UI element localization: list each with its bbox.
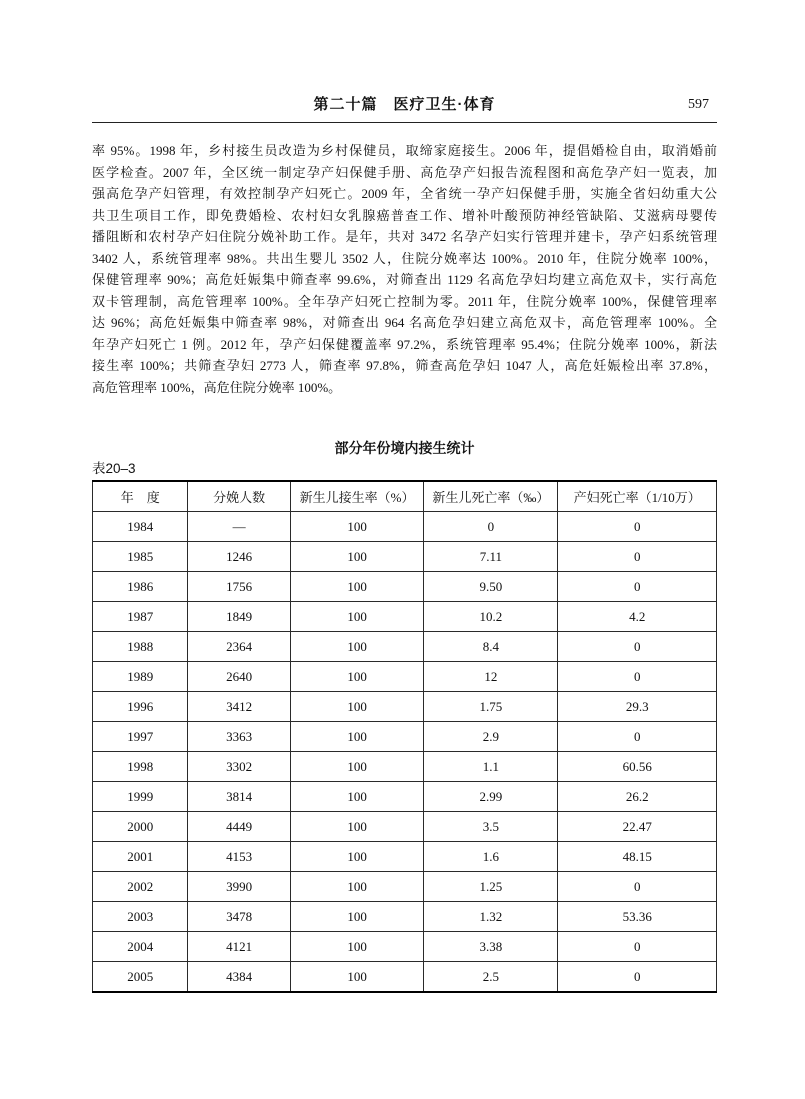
paragraph-line: 共卫生项目工作，即免费婚检、农村妇女乳腺癌普查工作、增补叶酸预防神经管缺陷、艾滋病母婴传 <box>92 207 717 223</box>
table-cell: 1.75 <box>424 692 558 722</box>
table-cell: 1986 <box>93 572 188 602</box>
table-cell: 0 <box>558 722 717 752</box>
table-cell: 100 <box>290 662 424 692</box>
table-cell: 0 <box>558 932 717 962</box>
table-row <box>93 572 717 602</box>
table-row <box>93 782 717 812</box>
table-row <box>93 812 717 842</box>
table-cell: 9.50 <box>424 572 558 602</box>
table-cell: 1985 <box>93 542 188 572</box>
table-cell: 100 <box>290 512 424 542</box>
column-header: 产妇死亡率（1/10万） <box>558 481 717 512</box>
table-cell: 1984 <box>93 512 188 542</box>
table-cell: 3412 <box>188 692 290 722</box>
table-row <box>93 632 717 662</box>
table-cell: 1.1 <box>424 752 558 782</box>
table-row <box>93 662 717 692</box>
table-cell: 1849 <box>188 602 290 632</box>
table-cell: 0 <box>424 512 558 542</box>
table-cell: 0 <box>558 962 717 993</box>
table-cell: 48.15 <box>558 842 717 872</box>
table-cell: 0 <box>558 542 717 572</box>
table-cell: 2.9 <box>424 722 558 752</box>
table-cell: 53.36 <box>558 902 717 932</box>
table-cell: 60.56 <box>558 752 717 782</box>
table-row <box>93 752 717 782</box>
table-cell: 100 <box>290 902 424 932</box>
table-row <box>93 542 717 572</box>
table-body <box>93 512 717 993</box>
table-cell: 1997 <box>93 722 188 752</box>
column-header: 新生儿接生率（%） <box>290 481 424 512</box>
page-number: 597 <box>688 97 709 112</box>
body-paragraph <box>92 140 717 398</box>
paragraph-line: 强高危孕产妇管理，有效控制孕产妇死亡。2009 年，全省统一孕产妇保健手册，实施全省妇幼重大公 <box>92 186 717 201</box>
table-cell: 100 <box>290 842 424 872</box>
table-cell: 1.6 <box>424 842 558 872</box>
table-cell: 100 <box>290 632 424 662</box>
table-cell: 2.5 <box>424 962 558 993</box>
paragraph-line: 接生率 100%；共筛查孕妇 2773 人，筛查率 97.8%，筛查高危孕妇 1047 人，高危妊娠检出率 37.8%， <box>92 358 717 373</box>
table-row <box>93 842 717 872</box>
table-cell: 7.11 <box>424 542 558 572</box>
paragraph-line: 播阻断和农村孕产妇住院分娩补助工作。是年，共对 3472 名孕产妇实行管理并建卡，孕产妇系统管理 <box>92 229 717 244</box>
table-row <box>93 692 717 722</box>
table-row <box>93 602 717 632</box>
table-cell: 100 <box>290 602 424 632</box>
table-cell: 2005 <box>93 962 188 993</box>
table-cell: 3478 <box>188 902 290 932</box>
table-cell: — <box>188 512 290 542</box>
table-cell: 1989 <box>93 662 188 692</box>
column-header: 新生儿死亡率（‰） <box>424 481 558 512</box>
table-cell: 0 <box>558 572 717 602</box>
paragraph-line: 双卡管理制，高危管理率 100%。全年孕产妇死亡控制为零。2011 年，住院分娩率 100%，保健管理率 <box>92 293 717 309</box>
column-header: 年 度 <box>93 481 188 512</box>
table-row <box>93 932 717 962</box>
table-cell: 2364 <box>188 632 290 662</box>
table-cell: 1756 <box>188 572 290 602</box>
table-cell: 0 <box>558 512 717 542</box>
table-cell: 22.47 <box>558 812 717 842</box>
table-cell: 1996 <box>93 692 188 722</box>
table-cell: 100 <box>290 812 424 842</box>
table-cell: 10.2 <box>424 602 558 632</box>
table-title: 部分年份境内接生统计 <box>334 440 475 456</box>
table-row <box>93 722 717 752</box>
table-cell: 4384 <box>188 962 290 993</box>
paragraph-line: 年孕产妇死亡 1 例。2012 年，孕产妇保健覆盖率 97.2%，系统管理率 95.4%；住院分娩率 100%，新法 <box>92 336 717 352</box>
table-cell: 1998 <box>93 752 188 782</box>
table-cell: 1.25 <box>424 872 558 902</box>
table-cell: 0 <box>558 872 717 902</box>
table-cell: 2640 <box>188 662 290 692</box>
table-cell: 2.99 <box>424 782 558 812</box>
birth-statistics-table <box>92 480 717 993</box>
table-cell: 4449 <box>188 812 290 842</box>
column-header: 分娩人数 <box>188 481 290 512</box>
paragraph-line: 率 95%。1998 年，乡村接生员改造为乡村保健员，取缔家庭接生。2006 年，提倡婚检自由，取消婚前 <box>92 143 717 158</box>
table-cell: 4121 <box>188 932 290 962</box>
table-cell: 12 <box>424 662 558 692</box>
table-row <box>93 481 717 512</box>
table-cell: 8.4 <box>424 632 558 662</box>
table-row <box>93 872 717 902</box>
table-cell: 3814 <box>188 782 290 812</box>
table-cell: 100 <box>290 932 424 962</box>
paragraph-line: 达 96%；高危妊娠集中筛查率 98%，对筛查出 964 名高危孕妇建立高危双卡，高危管理率 100%。全 <box>92 315 717 330</box>
header-rule <box>92 122 717 123</box>
table-cell: 2000 <box>93 812 188 842</box>
table-cell: 1.32 <box>424 902 558 932</box>
table-cell: 1999 <box>93 782 188 812</box>
paragraph-line: 高危管理率 100%，高危住院分娩率 100%。 <box>92 379 342 395</box>
table-cell: 2001 <box>93 842 188 872</box>
table-cell: 1987 <box>93 602 188 632</box>
paragraph-line: 保健管理率 90%；高危妊娠集中筛查率 99.6%，对筛查出 1129 名高危孕妇均建立高危双卡，实行高危 <box>92 272 717 287</box>
table-cell: 3.38 <box>424 932 558 962</box>
paragraph-line: 3402 人，系统管理率 98%。共出生婴儿 3502 人，住院分娩率达 100%。2010 年，住院分娩率 100%， <box>92 250 717 266</box>
table-cell: 100 <box>290 872 424 902</box>
chapter-title: 第二十篇 医疗卫生·体育 <box>313 96 496 113</box>
table-row <box>93 902 717 932</box>
table-cell: 29.3 <box>558 692 717 722</box>
table-cell: 100 <box>290 542 424 572</box>
table-row <box>93 512 717 542</box>
table-cell: 100 <box>290 572 424 602</box>
table-cell: 1988 <box>93 632 188 662</box>
table-cell: 3990 <box>188 872 290 902</box>
table-cell: 100 <box>290 692 424 722</box>
table-header-row <box>93 481 717 512</box>
table-cell: 0 <box>558 662 717 692</box>
table-cell: 100 <box>290 722 424 752</box>
table-cell: 100 <box>290 962 424 993</box>
table-row <box>93 962 717 993</box>
table-cell: 100 <box>290 752 424 782</box>
page-header <box>92 97 717 113</box>
table-cell: 2003 <box>93 902 188 932</box>
table-cell: 3302 <box>188 752 290 782</box>
table-cell: 4153 <box>188 842 290 872</box>
table-cell: 100 <box>290 782 424 812</box>
table-label: 表20–3 <box>92 461 136 476</box>
table-cell: 3.5 <box>424 812 558 842</box>
table-cell: 1246 <box>188 542 290 572</box>
table-cell: 0 <box>558 632 717 662</box>
table-cell: 26.2 <box>558 782 717 812</box>
table-cell: 2004 <box>93 932 188 962</box>
table-cell: 4.2 <box>558 602 717 632</box>
table-cell: 3363 <box>188 722 290 752</box>
table-cell: 2002 <box>93 872 188 902</box>
paragraph-line: 医学检查。2007 年，全区统一制定孕产妇保健手册、高危孕产妇报告流程图和高危孕产妇一览表，加 <box>92 164 717 180</box>
